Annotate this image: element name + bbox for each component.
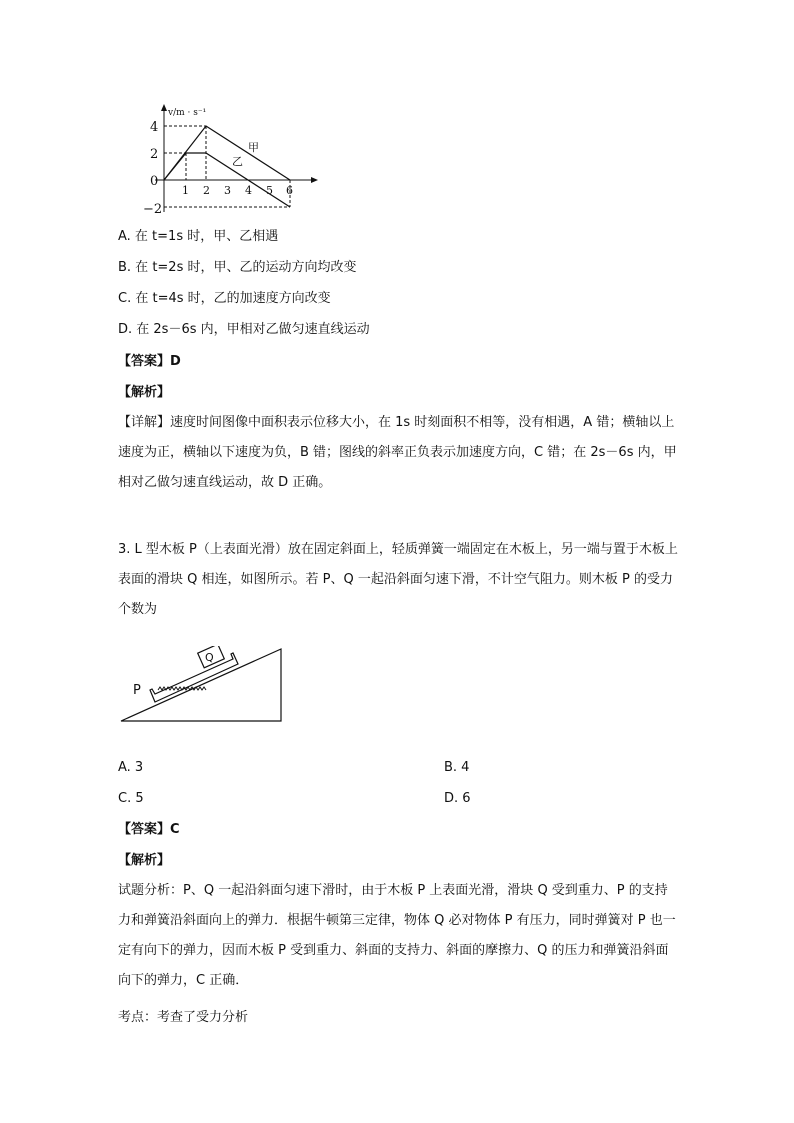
y-axis-label: v/m · s⁻¹: [168, 108, 207, 118]
x-tick-label: 2: [203, 184, 210, 197]
question-3-stem: 3. L 型木板 P（上表面光滑）放在固定斜面上，轻质弹簧一端固定在木板上，另一端与置于木板上表面的滑块 Q 相连，如图所示。若 P、Q 一起沿斜面匀速下滑，不计空气阻力。则木板 P 的受力个数为: [118, 542, 678, 617]
y-tick-label: 2: [150, 147, 159, 162]
option-c: C. 在 t=4s 时，乙的加速度方向改变: [118, 291, 331, 306]
option-b: B. 4: [444, 760, 470, 775]
answer: 【答案】D: [118, 354, 181, 369]
option-b: B. 在 t=2s 时，甲、乙的运动方向均改变: [118, 260, 357, 275]
label-p: P: [133, 683, 141, 698]
x-axis-arrow: [311, 177, 318, 183]
board-p: [150, 653, 238, 702]
option-a: A. 在 t=1s 时，甲、乙相遇: [118, 229, 279, 244]
spring: [158, 687, 206, 690]
option-c: C. 5: [118, 791, 144, 806]
option-a: A. 3: [118, 760, 144, 775]
label-q: Q: [205, 651, 214, 664]
x-tick-label: 3: [224, 184, 231, 197]
y-tick-label: −2: [143, 202, 163, 216]
option-d: D. 6: [444, 791, 471, 806]
curve-jia: [164, 126, 290, 180]
analysis-heading: 【解析】: [118, 853, 171, 868]
incline-figure: [118, 646, 288, 726]
x-tick-label: 6: [286, 184, 293, 197]
x-tick-label: 1: [182, 184, 189, 197]
x-tick-label: 4: [245, 184, 252, 197]
y-tick-label: 4: [150, 120, 159, 135]
analysis-text: 试题分析：P、Q 一起沿斜面匀速下滑时，由于木板 P 上表面光滑，滑块 Q 受到重力、P 的支持力和弹簧沿斜面向上的弹力．根据牛顿第三定律，物体 Q 必对物体 P 有压力，同时弹簧对 P 也一定有向下的弹力，因而木板 P 受到重力、斜面的支持力、斜面的摩擦力、Q 的压力和弹簧沿斜面向下的弹力，C 正确．: [118, 883, 676, 988]
velocity-time-graph: [135, 100, 325, 216]
answer: 【答案】C: [118, 822, 180, 837]
x-tick-label: 5: [266, 184, 273, 197]
y-tick-label: 0: [150, 174, 159, 189]
analysis-detail: 【详解】速度时间图像中面积表示位移大小，在 1s 时刻面积不相等，没有相遇，A 错；横轴以上速度为正，横轴以下速度为负，B 错；图线的斜率正负表示加速度方向，C 错；在 2s－6s 内，甲相对乙做匀速直线运动，故 D 正确。: [118, 415, 677, 490]
curve-label-yi: 乙: [232, 155, 243, 168]
option-d: D. 在 2s－6s 内，甲相对乙做匀速直线运动: [118, 322, 370, 337]
curve-label-jia: 甲: [248, 141, 259, 154]
y-axis-arrow: [161, 104, 167, 111]
kaodian: 考点：考查了受力分析: [118, 1010, 249, 1025]
analysis-heading: 【解析】: [118, 385, 171, 400]
